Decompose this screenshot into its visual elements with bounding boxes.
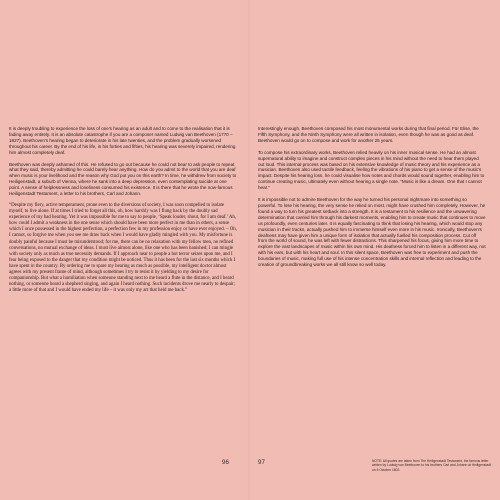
book-gutter	[247, 0, 251, 500]
right-paragraph-3: It is impossible not to admire Beethoven for the way he turned his personal nightmare into something so powerful. To lose his hearing, the very sense he relied on most, might have crushed him completely. However, he found a way to turn his greatest setback into a strength. It is a testament to his resilience and the unwavering determination that carried him through his darkest moments, enabling him to create music that continues to move us profoundly, even centuries later. It is equally fascinating to think that losing his hearing, which would stop any musician in their tracks, actually pushed him to immerse himself even more in his music. Ironically, Beethoven's deafness may have given him a unique form of isolation that actually fuelled his composition process. Cut off from the world of sound, he was left with fewer distractions. This sharpened his focus, giving him more time to explore the vast landscapes of music within his own mind. His deafness forced him to listen in a different way, not with his ears, but with his heart and soul. In this silent space, Beethoven was free to experiment and push the boundaries of music, making full use of his intense concentration skills and internal reflection and leading to the creation of groundbreaking works we all still know so well today.	[258, 197, 486, 268]
page-number-right: 97	[258, 459, 265, 466]
right-paragraph-2: To compose his extraordinary works, Beethoven relied heavily on his inner musical sense. He had an almost supernatural ability to imagine and construct complex pieces in his mind without the need to hear them played out loud. This internal process was based on his extensive knowledge of music theory and his experience as a musician. Beethoven also used tactile feedback, feeling the vibrations of his piano to get a sense of the music's impact. Despite his hearing loss, he could visualise how notes and chords would sound together, enabling him to continue creating music, ultimately even without hearing a single note. “Music is like a dream. One that I cannot hear.”	[258, 149, 485, 191]
left-paragraph-2: Beethoven was deeply ashamed of this. He refused to go out because he could not bear to ask people to repeat what they said, thereby admitting he could barely hear anything. How do you admit to the world that you are deaf when music is your livelihood and the reason why God put you on this earth? In time, he withdrew from society to Heiligenstadt, a suburb of Vienna, where he sank into a deep depression, even contemplating suicide at one point. A sense of helplessness and loneliness consumed his existence. It is there that he wrote the now-famous Heiligenstadt Testament, a letter to his brothers, Carl and Johann.	[9, 161, 237, 197]
right-page-text	[258, 126, 486, 274]
testament-quote: “Despite my fiery, active temperament, prone even to the diversions of society, I was soon compelled to isolate myself, to live alone. If at times I tried to forget all this, oh, how harshly was I flung back by the doubly sad experience of my bad hearing. Yet it was impossible for me to say to people, ‘Speak louder, shout, for I am deaf.’ Ah, how could I admit a weakness in the one sense which should have been more perfect in me than in others, a sense which I once possessed in the highest perfection, a perfection few in my profession enjoy or have ever enjoyed. – Oh, I cannot, so forgive me when you see me draw back when I would have gladly mingled with you. My misfortune is doubly painful because I must be misunderstood; for me, there can be no relaxation with my fellow men, no refined conversations, no mutual exchange of ideas. I must live almost alone, like one who has been banished; I can mingle with society only as much as true necessity demands. If I approach near to people a hot terror seizes upon me, and I fear being exposed to the danger that my condition might be noticed. Thus it has been for the last six months which I have spent in the country. By ordering me to spare my hearing as much as possible, my intelligent doctor almost agrees with my present frame of mind, although sometimes I try to resist it by yielding to my desire for companionship. But what a humiliation when someone standing next to me heard a flute in the distance, and I heard nothing, or someone heard a shepherd singing, and again I heard nothing. Such incidents drove me nearly to despair; a little more of that and I would have ended my life – it was only my art that held me back.”	[9, 202, 237, 294]
footnote: NOTE: All quotes are taken from The Heiligenstadt Testament, the famous letter written by Ludwig van Beethoven to his brothers Carl and Johann at Heiligenstadt on 6 October 1802.	[372, 459, 491, 472]
page-number-left: 96	[222, 459, 229, 466]
left-paragraph-1: It is deeply troubling to experience the loss of one's hearing as an adult and to come to the realisation that it is fading away entirely. It is an absolute catastrophe if you are a composer named Ludwig van Beethoven (1770 – 1827). Beethoven's hearing began to deteriorate in his late twenties, and the problem gradually worsened throughout his career. By the end of his life, in his forties and fifties, his hearing was severely impaired, rendering him almost completely deaf.	[9, 126, 236, 155]
left-page-text	[9, 126, 237, 300]
right-paragraph-1: Interestingly enough, Beethoven composed his most monumental works during that final period. Für Elise, the Fifth Symphony, and the Ninth Symphony were all written in isolation, even though he was as good as deaf. Beethoven would go on to compose and work for another 25 years.	[258, 126, 479, 143]
